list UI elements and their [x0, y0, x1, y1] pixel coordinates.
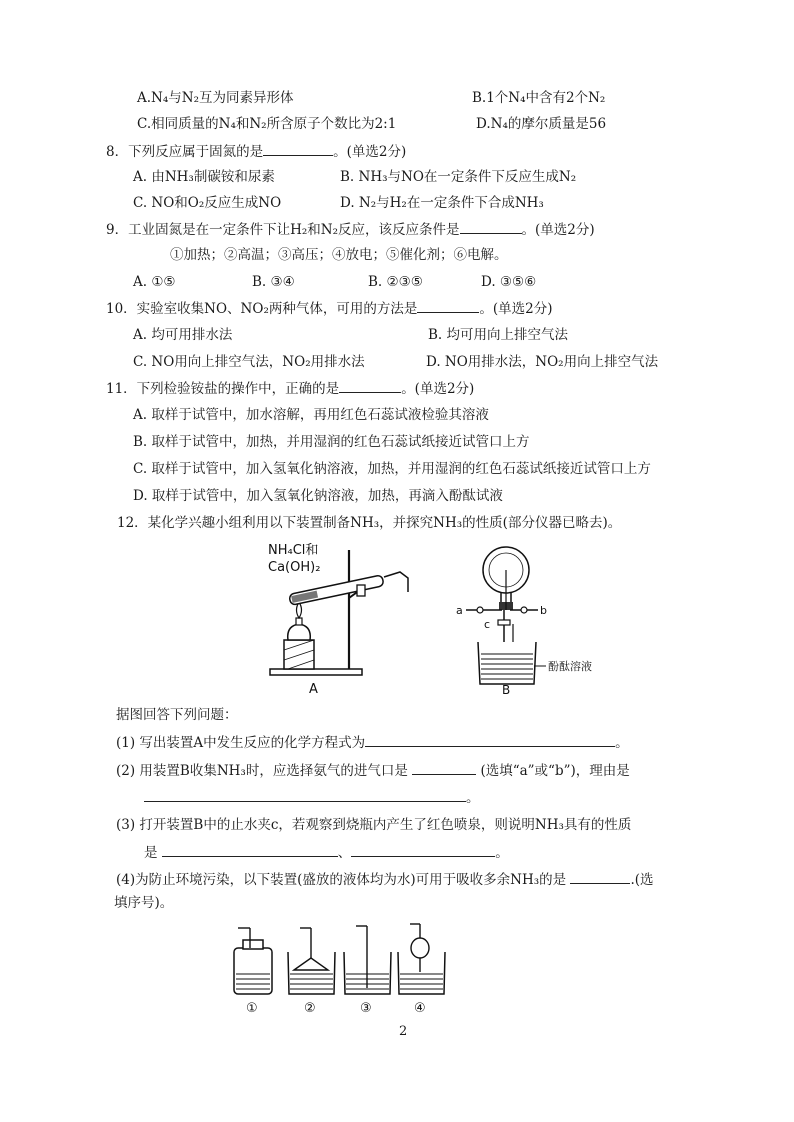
q7-option-b: B.1个N₄中含有2个N₂	[472, 90, 606, 106]
apparatus-b-clamp-c: c	[484, 618, 491, 631]
apparatus-a-reagent-1: NH₄Cl和	[268, 543, 319, 558]
q9-stem	[106, 219, 595, 240]
absorption-devices-drawing	[224, 918, 464, 1018]
q8-answer-blank[interactable]	[263, 141, 333, 156]
q12-sub3-separator: 、	[337, 845, 352, 861]
q12-sub3-end: 。	[495, 845, 509, 861]
q12-stem: 12．某化学兴趣小组利用以下装置制备NH₃，并探究NH₃的性质(部分仪器已略去)。	[117, 515, 622, 531]
q7-option-d: D.N₄的摩尔质量是56	[476, 116, 607, 132]
q11-stem-text: 11．下列检验铵盐的操作中，正确的是	[106, 381, 340, 397]
q8-option-b: B. NH₃与NO在一定条件下反应生成N₂	[340, 169, 577, 185]
q9-option-c: B. ②③⑤	[368, 274, 423, 290]
q11-option-d: D. 取样于试管中，加入氢氧化钠溶液，加热，再滴入酚酞试液	[133, 488, 503, 504]
q12-sub3: (3) 打开装置B中的止水夹c，若观察到烧瓶内产生了红色喷泉，则说明NH₃具有的性质	[116, 817, 632, 833]
q11-option-a: A. 取样于试管中，加水溶解，再用红色石蕊试液检验其溶液	[133, 407, 489, 423]
q10-option-a: A. 均可用排水法	[133, 327, 233, 343]
q8-stem-suffix: 。(单选2分)	[333, 144, 407, 160]
q11-option-c: C. 取样于试管中，加入氢氧化钠溶液，加热，并用湿润的红色石蕊试纸接近试管口上方	[133, 461, 651, 477]
apparatus-a-reagent-2: Ca(OH)₂	[268, 560, 321, 575]
device-2-funnel-beaker	[288, 928, 335, 994]
device-label-1: ①	[246, 1001, 258, 1016]
device-3-tube-beaker	[344, 926, 391, 994]
q8-stem-text: 8．下列反应属于固氮的是	[106, 144, 264, 160]
q12-sub4-answer-blank[interactable]	[570, 869, 630, 884]
figure-absorption-devices	[224, 918, 464, 1018]
q10-option-d: D. NO用排水法，NO₂用向上排空气法	[426, 354, 659, 370]
q12-sub4	[116, 869, 654, 890]
q10-stem-text: 10．实验室收集NO、NO₂两种气体，可用的方法是	[106, 301, 418, 317]
q12-sub3-blank-2[interactable]	[351, 842, 495, 857]
q12-sub1	[116, 732, 629, 753]
device-label-2: ②	[304, 1001, 316, 1016]
q12-sub2-inlet-blank[interactable]	[412, 760, 476, 775]
q12-sub2-suffix: (选填“a”或“b”)，理由是	[480, 763, 630, 779]
q12-sub1-suffix: 。	[615, 735, 629, 751]
q9-option-b: B. ③④	[252, 274, 295, 290]
device-label-3: ③	[360, 1001, 372, 1016]
q11-stem	[106, 378, 474, 399]
q12-sub3-blank-1[interactable]	[162, 842, 338, 857]
q12-sub1-text: (1) 写出装置A中发生反应的化学方程式为	[116, 735, 366, 751]
device-label-4: ④	[414, 1001, 426, 1016]
q12-intro: 据图回答下列问题：	[116, 707, 238, 723]
q9-option-a: A. ①⑤	[133, 274, 176, 290]
apparatus-b-solution-label: 酚酞溶液	[548, 660, 592, 673]
apparatus-a-drawing	[262, 538, 422, 698]
apparatus-a-caption: A	[309, 682, 318, 697]
q10-stem-suffix: 。(单选2分)	[479, 301, 553, 317]
q9-answer-blank[interactable]	[460, 219, 522, 234]
q11-option-b: B. 取样于试管中，加热，并用湿润的红色石蕊试纸接近试管口上方	[133, 434, 530, 450]
q12-sub4-text: (4)为防止环境污染，以下装置(盛放的液体均为水)可用于吸收多余NH₃的是	[116, 872, 567, 888]
apparatus-b-inlet-b: b	[540, 604, 547, 617]
q10-stem	[106, 298, 552, 319]
apparatus-b-caption: B	[502, 683, 511, 697]
q12-sub2-end: 。	[466, 790, 480, 806]
q8-option-a: A. 由NH₃制碳铵和尿素	[133, 169, 275, 185]
figure-apparatus-a	[262, 538, 422, 698]
q8-stem	[106, 141, 406, 162]
apparatus-b-drawing	[452, 538, 612, 698]
q12-sub3-answer	[144, 842, 509, 863]
q12-sub2-reason	[144, 787, 480, 808]
q12-sub2-reason-blank[interactable]	[144, 787, 466, 802]
q8-option-c: C. NO和O₂反应生成NO	[133, 195, 282, 211]
q7-option-c: C.相同质量的N₄和N₂所含原子个数比为2:1	[137, 116, 397, 132]
q12-sub4-suffix: .(选	[630, 872, 654, 888]
q10-option-b: B. 均可用向上排空气法	[428, 327, 569, 343]
figure-apparatus-b	[452, 538, 612, 698]
q12-sub3-is: 是	[144, 845, 158, 861]
q8-option-d: D. N₂与H₂在一定条件下合成NH₃	[340, 195, 544, 211]
device-1-closed-bottle	[234, 928, 272, 994]
q7-option-a: A.N₄与N₂互为同素异形体	[137, 90, 294, 106]
q12-sub1-answer-blank[interactable]	[365, 732, 615, 747]
q9-stem-suffix: 。(单选2分)	[521, 222, 595, 238]
q12-sub2	[116, 760, 630, 781]
page-number: 2	[399, 1024, 408, 1039]
q11-answer-blank[interactable]	[339, 378, 401, 393]
q12-sub2-text: (2) 用装置B收集NH₃时，应选择氨气的进气口是	[116, 763, 408, 779]
device-4-bulb-beaker	[398, 924, 445, 994]
q9-conditions: ①加热；②高温；③高压；④放电；⑤催化剂；⑥电解。	[170, 247, 508, 263]
q11-stem-suffix: 。(单选2分)	[401, 381, 475, 397]
q10-answer-blank[interactable]	[417, 298, 479, 313]
q9-stem-text: 9．工业固氮是在一定条件下让H₂和N₂反应，该反应条件是	[106, 222, 460, 238]
apparatus-b-inlet-a: a	[456, 604, 463, 617]
q10-option-c: C. NO用向上排空气法，NO₂用排水法	[133, 354, 365, 370]
q9-option-d: D. ③⑤⑥	[481, 274, 537, 290]
q12-sub4-line2: 填序号)。	[114, 895, 174, 911]
